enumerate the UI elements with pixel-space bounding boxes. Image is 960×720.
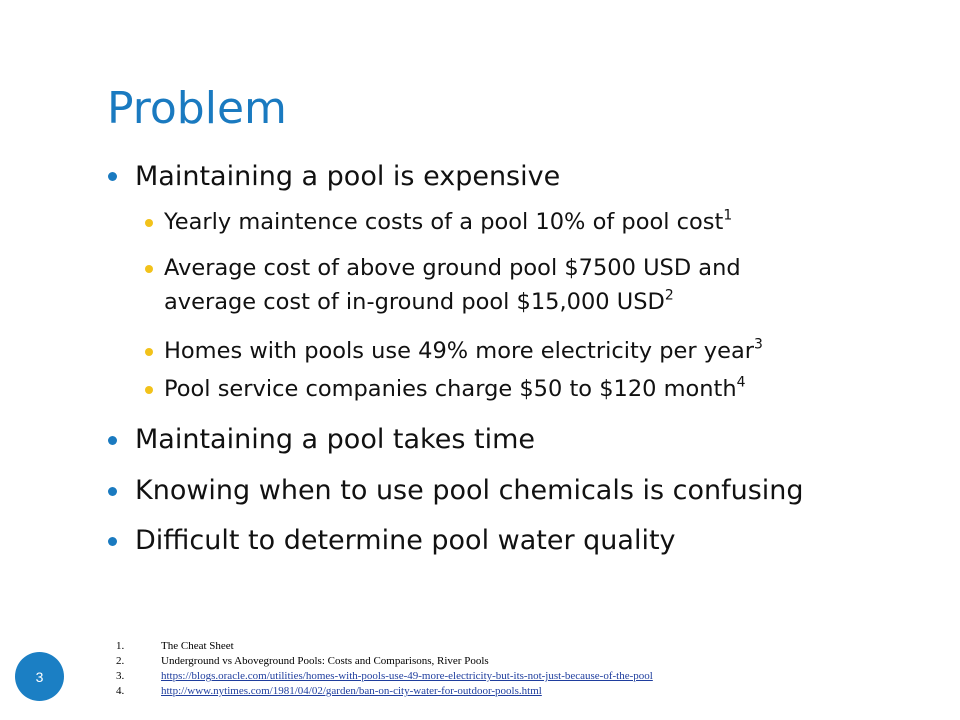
reference-text: The Cheat Sheet <box>161 640 234 652</box>
reference-link[interactable]: https://blogs.oracle.com/utilities/homes-with-pools-use-49-more-electricity-but-its-not-just-because-of-the-pool <box>161 670 653 682</box>
sub-bullet-text: Yearly maintence costs of a pool 10% of pool cost <box>164 209 724 235</box>
slide-title: Problem <box>107 83 287 134</box>
yellow-dot-icon <box>145 348 153 356</box>
yellow-dot-icon <box>145 386 153 394</box>
yellow-dot-icon <box>145 219 153 227</box>
sub-bullet-average-cost-line1: Average cost of above ground pool $7500 USD and <box>164 255 741 281</box>
sub-bullet-text: Pool service companies charge $50 to $120 month <box>164 376 737 402</box>
reference-number: 4. <box>116 685 125 697</box>
sub-bullet-text: Homes with pools use 49% more electricity per year <box>164 338 754 364</box>
blue-dot-icon <box>108 172 117 181</box>
page-number-badge: 3 <box>15 652 64 701</box>
bullet-expensive: Maintaining a pool is expensive <box>135 161 561 192</box>
footnote-ref: 2 <box>664 287 674 304</box>
reference-number: 1. <box>116 640 125 652</box>
footnote-ref: 4 <box>736 374 746 391</box>
reference-number: 2. <box>116 655 125 667</box>
bullet-water-quality: Difficult to determine pool water quality <box>135 525 676 556</box>
footnote-ref: 1 <box>723 207 733 224</box>
sub-bullet-electricity <box>164 338 763 364</box>
footnote-ref: 3 <box>754 336 763 353</box>
reference-text: Underground vs Aboveground Pools: Costs and Comparisons, River Pools <box>161 655 489 667</box>
bullet-takes-time: Maintaining a pool takes time <box>135 424 535 455</box>
sub-bullet-average-cost-line2 <box>164 289 674 315</box>
sub-bullet-yearly-costs <box>164 209 732 235</box>
bullet-chemicals-confusing: Knowing when to use pool chemicals is confusing <box>135 475 804 506</box>
sub-bullet-service-companies <box>164 376 746 402</box>
sub-bullet-text: average cost of in-ground pool $15,000 USD <box>164 289 665 315</box>
blue-dot-icon <box>108 436 117 445</box>
blue-dot-icon <box>108 537 117 546</box>
yellow-dot-icon <box>145 265 153 273</box>
reference-number: 3. <box>116 670 125 682</box>
blue-dot-icon <box>108 487 117 496</box>
reference-link[interactable]: http://www.nytimes.com/1981/04/02/garden/ban-on-city-water-for-outdoor-pools.html <box>161 685 542 697</box>
